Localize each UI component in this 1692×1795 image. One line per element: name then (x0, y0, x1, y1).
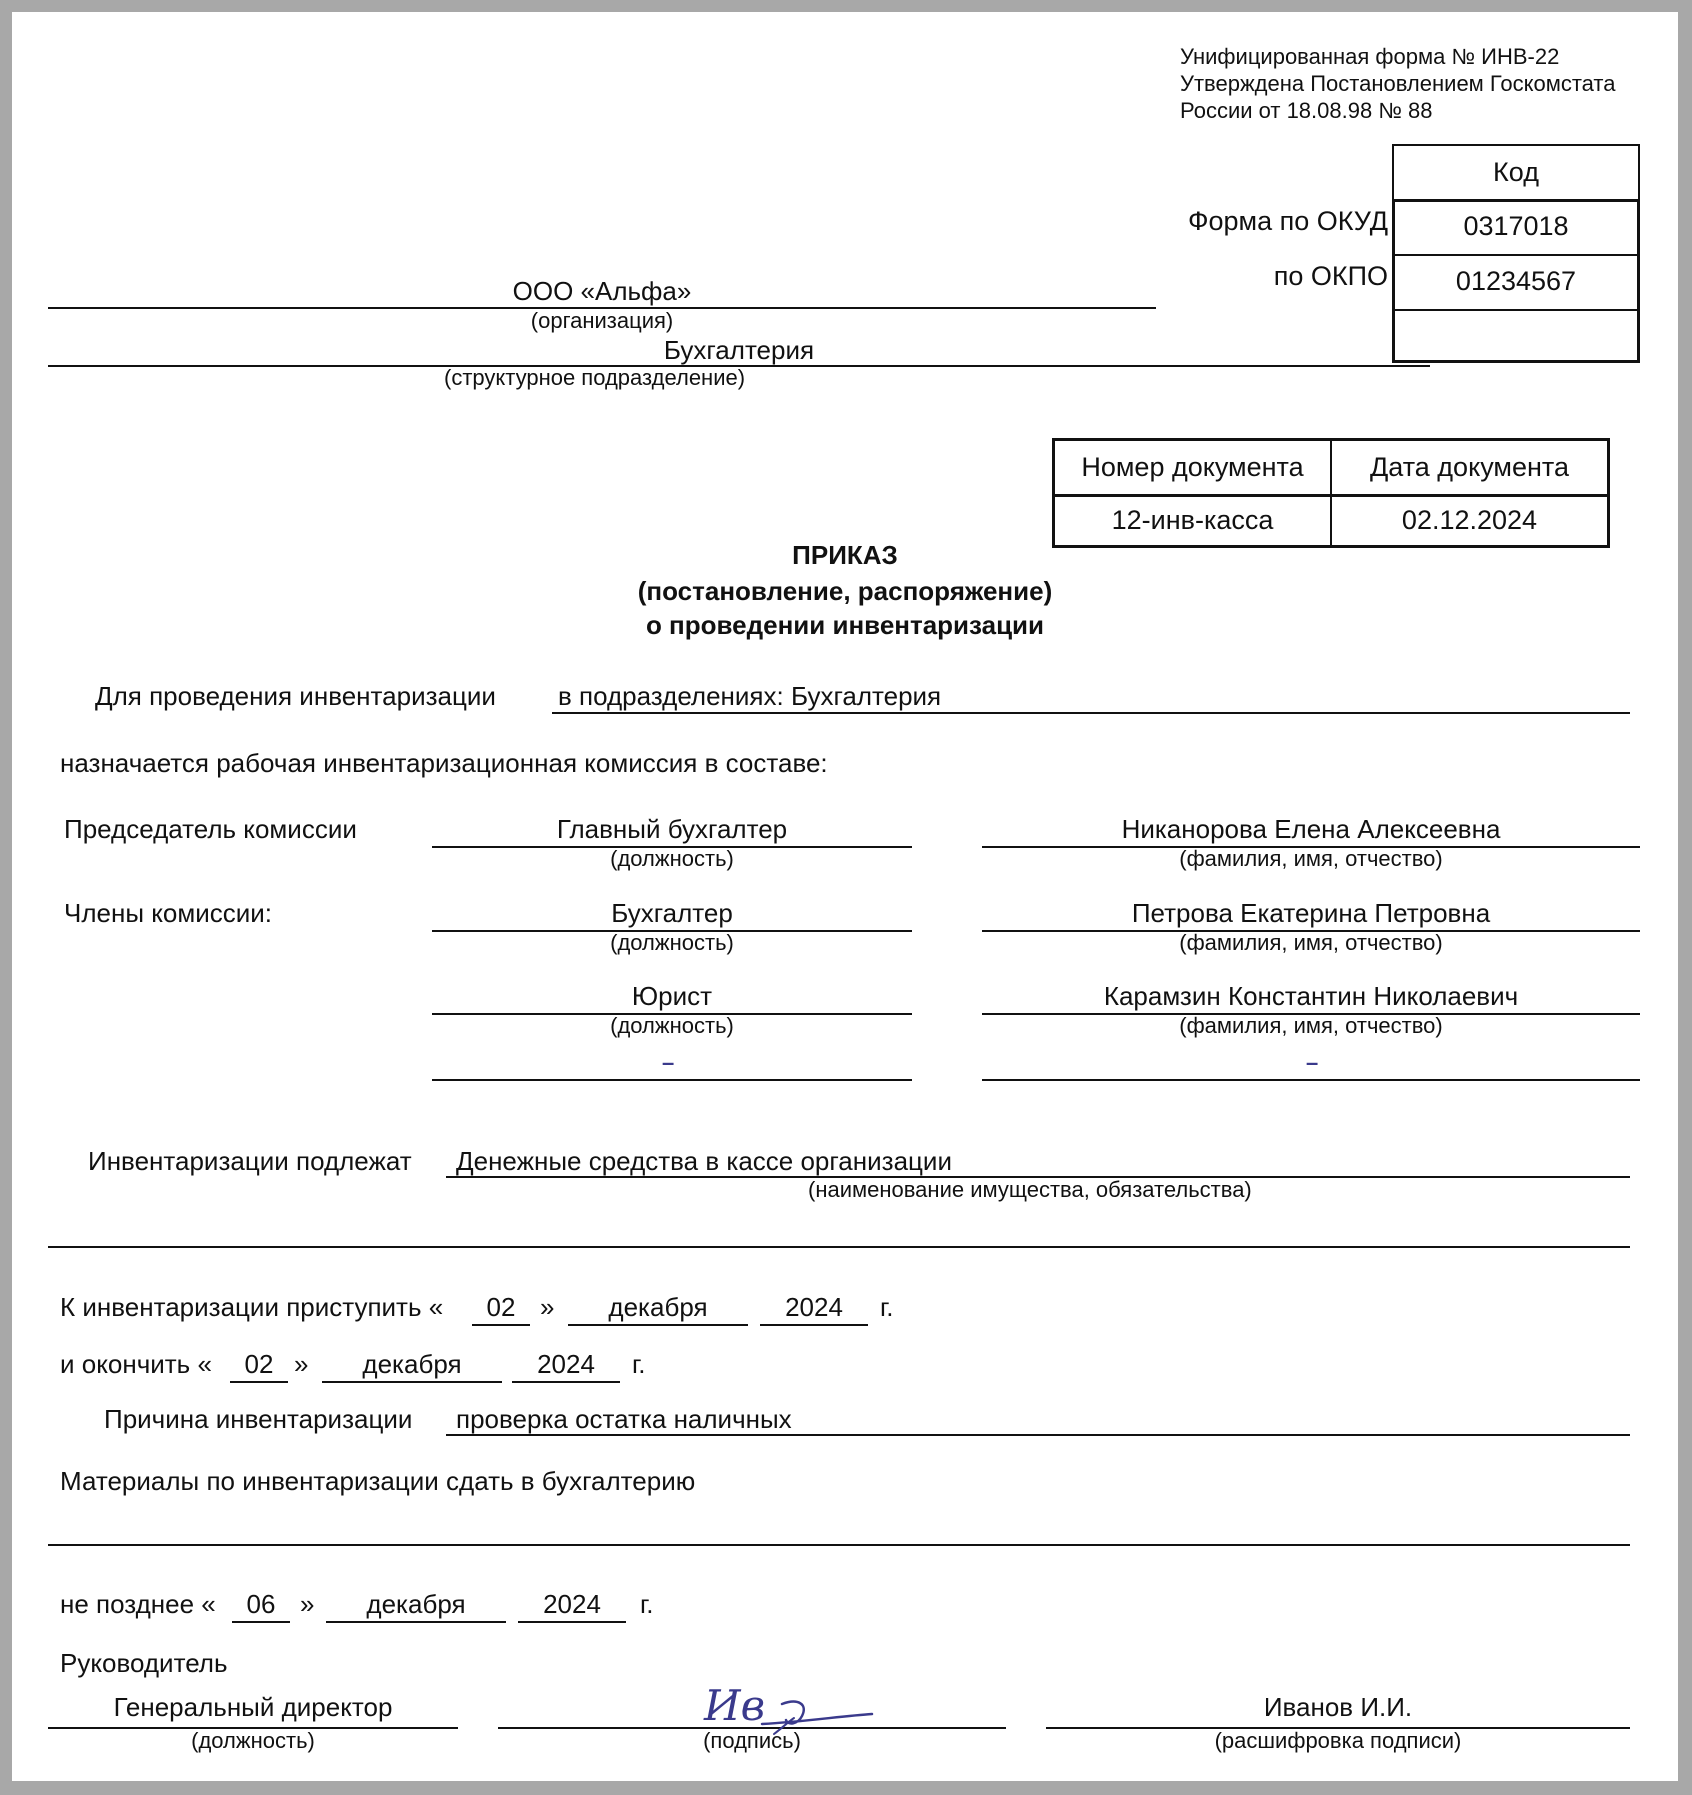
blank-name-line (982, 1079, 1640, 1081)
member2-position: Юрист (631, 981, 713, 1011)
head-position: Генеральный директор (113, 1692, 393, 1722)
kod-header-cell: Код (1392, 144, 1640, 199)
deadline-day-line (232, 1621, 290, 1623)
reason-line (446, 1434, 1630, 1436)
end-close-quote: » (294, 1349, 309, 1379)
title-topic: о проведении инвентаризации (645, 610, 1045, 640)
materials-label: Материалы по инвентаризации сдать в бухгалтерию (60, 1466, 696, 1496)
head-name-caption: (расшифровка подписи) (1214, 1728, 1462, 1753)
reason-label: Причина инвентаризации (104, 1404, 413, 1434)
start-month-line (568, 1324, 748, 1326)
reason-value: проверка остатка наличных (456, 1404, 792, 1434)
blank-position-line (432, 1079, 912, 1081)
deadline-month: декабря (366, 1589, 466, 1619)
purpose-value: в подразделениях: Бухгалтерия (558, 681, 942, 711)
doc-date-header: Дата документа (1370, 452, 1569, 482)
start-close-quote: » (540, 1292, 555, 1322)
purpose-label: Для проведения инвентаризации (95, 681, 496, 711)
end-year-line (512, 1381, 620, 1383)
chair-label: Председатель комиссии (64, 814, 357, 844)
end-suffix: г. (632, 1349, 646, 1379)
doc-info-table (1052, 438, 1610, 548)
purpose-line (552, 712, 1630, 714)
member1-name: Петрова Екатерина Петровна (1131, 898, 1491, 928)
deadline-suffix: г. (640, 1589, 654, 1619)
deadline-month-line (326, 1621, 506, 1623)
head-position-caption: (должность) (191, 1728, 315, 1753)
deadline-year-line (518, 1621, 626, 1623)
start-year-line (760, 1324, 868, 1326)
codes-table (1392, 144, 1640, 363)
form-note-line2: Утверждена Постановлением Госкомстата (1180, 71, 1616, 96)
member1-position: Бухгалтер (611, 898, 733, 928)
signature-caption: (подпись) (703, 1728, 801, 1753)
doc-number-header: Номер документа (1055, 441, 1332, 494)
doc-number-value: 12-инв-касса (1055, 496, 1332, 545)
deadline-year: 2024 (543, 1589, 601, 1619)
fio-caption: (фамилия, имя, отчество) (1179, 1013, 1443, 1038)
organization-caption: (организация) (530, 308, 674, 333)
deadline-label: не позднее « (60, 1589, 216, 1619)
blank-name-dash: – (1306, 1050, 1319, 1075)
doc-date-value: 02.12.2024 (1401, 505, 1538, 535)
end-day: 02 (244, 1349, 274, 1379)
okud-label: Форма по ОКУД (1187, 206, 1388, 236)
organization-name: ООО «Альфа» (512, 276, 692, 306)
position-caption: (должность) (610, 846, 734, 871)
end-month-line (322, 1381, 502, 1383)
end-day-line (230, 1381, 288, 1383)
start-month: декабря (608, 1292, 708, 1322)
members-label: Члены комиссии: (64, 898, 273, 928)
okpo-label: по ОКПО (1273, 261, 1388, 291)
subject-caption: (наименование имущества, обязательства) (808, 1177, 1252, 1202)
chair-position: Главный бухгалтер (556, 814, 788, 844)
division-caption: (структурное подразделение) (444, 365, 746, 390)
chair-name: Никанорова Елена Алексеевна (1121, 814, 1501, 844)
title-main: ПРИКАЗ (792, 540, 898, 570)
okpo-value-cell: 01234567 (1455, 266, 1577, 296)
subject-extra-line (48, 1246, 1630, 1248)
end-month: декабря (362, 1349, 462, 1379)
subject-label: Инвентаризации подлежат (88, 1146, 412, 1176)
blank-position-dash: – (662, 1050, 675, 1075)
start-year: 2024 (785, 1292, 843, 1322)
fio-caption: (фамилия, имя, отчество) (1179, 846, 1443, 871)
division-name: Бухгалтерия (663, 335, 815, 365)
handwritten-signature (702, 1676, 882, 1738)
start-label: К инвентаризации приступить « (60, 1292, 444, 1322)
position-caption: (должность) (610, 1013, 734, 1038)
head-label: Руководитель (60, 1648, 228, 1678)
document-sheet (12, 12, 1678, 1781)
deadline-day: 06 (246, 1589, 276, 1619)
start-suffix: г. (880, 1292, 894, 1322)
position-caption: (должность) (610, 930, 734, 955)
title-subtitle: (постановление, распоряжение) (637, 576, 1053, 606)
end-year: 2024 (537, 1349, 595, 1379)
form-note-line3: России от 18.08.98 № 88 (1180, 98, 1433, 123)
deadline-close-quote: » (300, 1589, 315, 1619)
start-day-line (472, 1324, 530, 1326)
materials-line (48, 1544, 1630, 1546)
commission-intro: назначается рабочая инвентаризационная комиссия в составе: (60, 748, 828, 778)
handwriting-text: Ив (704, 1681, 766, 1730)
subject-value: Денежные средства в кассе организации (456, 1146, 952, 1176)
end-label: и окончить « (60, 1349, 212, 1379)
head-name: Иванов И.И. (1263, 1692, 1413, 1722)
form-note-line1: Унифицированная форма № ИНВ-22 (1180, 44, 1560, 69)
fio-caption: (фамилия, имя, отчество) (1179, 930, 1443, 955)
start-day: 02 (486, 1292, 516, 1322)
member2-name: Карамзин Константин Николаевич (1103, 981, 1519, 1011)
okud-value-cell: 0317018 (1463, 211, 1569, 241)
